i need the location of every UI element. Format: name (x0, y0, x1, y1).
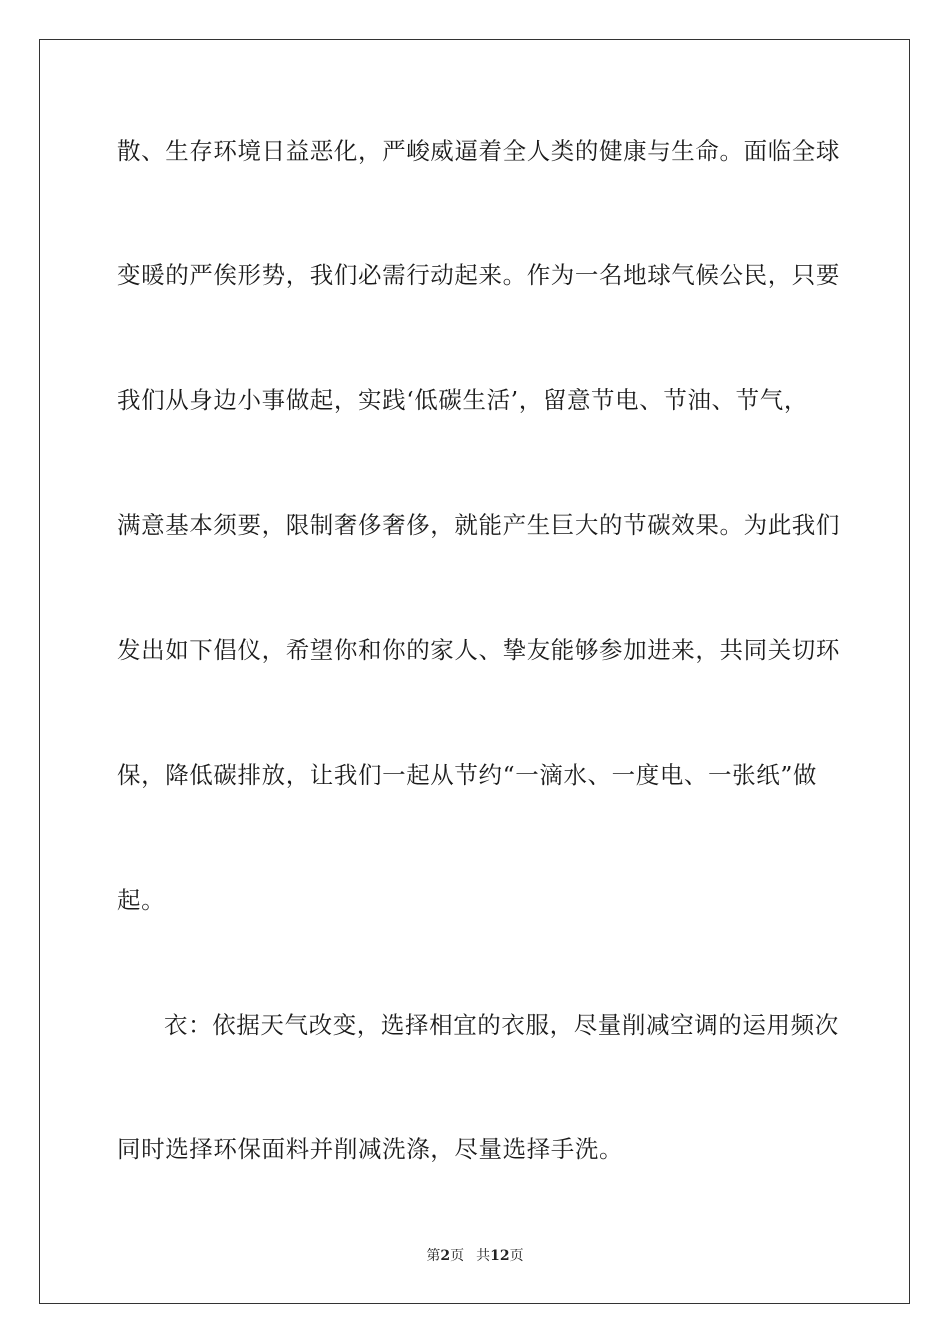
paragraph-clothing-line-1: 衣：依据天气改变，选择相宜的衣服，尽量削减空调的运用频次 (164, 1011, 839, 1039)
body-text-line-5: 发出如下倡仪，希望你和你的家人、挚友能够参加进来，共同关切环 (117, 636, 840, 664)
body-text-line-3: 我们从身边小事做起，实践‘低碳生活’，留意节电、节油、节气， (117, 386, 808, 414)
total-label-prefix: 共 (476, 1248, 491, 1264)
body-text-line-1: 散、生存环境日益恶化，严峻威逼着全人类的健康与生命。面临全球 (117, 137, 840, 165)
page-label-prefix: 第 (426, 1248, 441, 1264)
body-text-line-6: 保，降低碳排放，让我们一起从节约“一滴水、一度电、一张纸”做 (117, 761, 818, 789)
total-page-number: 12 (490, 1248, 510, 1264)
current-page-number: 2 (440, 1248, 451, 1264)
body-text-line-7: 起。 (117, 886, 166, 914)
page-label-suffix: 页 (450, 1248, 465, 1264)
body-text-line-2: 变暖的严俟形势，我们必需行动起来。作为一名地球气候公民，只要 (117, 261, 840, 289)
total-label-suffix: 页 (509, 1248, 524, 1264)
page-footer (0, 1246, 950, 1266)
page-border (39, 39, 910, 1304)
paragraph-clothing-line-2: 同时选择环保面料并削减洗涤，尽量选择手洗。 (117, 1135, 624, 1163)
body-text-line-4: 满意基本须要，限制奢侈奢侈，就能产生巨大的节碳效果。为此我们 (117, 511, 840, 539)
